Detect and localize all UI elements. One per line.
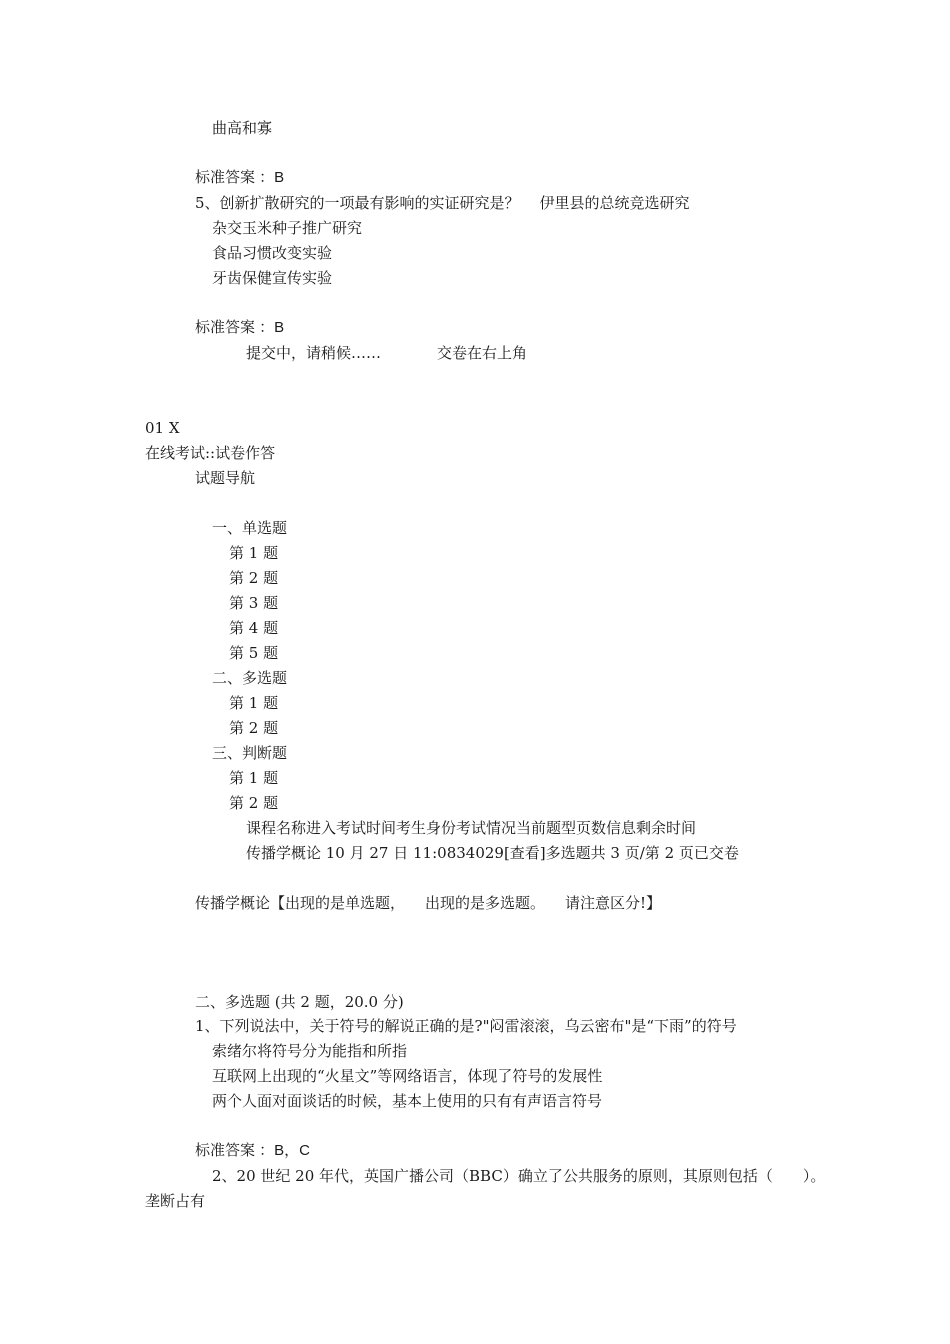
mq2-question: 2、20 世纪 20 年代，英国广播公司（BBC）确立了公共服务的原则，其原则包括（ ）。 [212, 1167, 826, 1185]
page-title: 在线考试::试卷作答 [145, 444, 276, 462]
mq2-option-1[interactable]: 垄断占有 [145, 1192, 206, 1210]
q4-answer: 标准答案 ：B [195, 169, 285, 186]
submitting-status [246, 343, 527, 363]
q5-question [195, 193, 690, 213]
nav-single-q3[interactable]: 第 3 题 [229, 594, 279, 612]
nav-multi-q1[interactable]: 第 1 题 [229, 694, 279, 712]
nav-judge-q2[interactable]: 第 2 题 [229, 794, 279, 812]
nav-single-q5[interactable]: 第 5 题 [229, 644, 279, 662]
q5-option-3[interactable]: 食品习惯改变实验 [212, 244, 333, 262]
nav-multi-q2[interactable]: 第 2 题 [229, 719, 279, 737]
nav-section-multi[interactable]: 二、多选题 [212, 669, 288, 687]
notice-course: 传播学概论 [195, 894, 271, 912]
info-values: 传播学概论 10 月 27 日 11:0834029[查看]多选题共 3 页/第 2 页已交卷 [246, 844, 739, 862]
nav-title: 试题导航 [195, 469, 256, 487]
nav-single-q1[interactable]: 第 1 题 [229, 544, 279, 562]
q5-question-text: 5、创新扩散研究的一项最有影响的实证研究是？ [195, 194, 520, 212]
submitting-text: 提交中，请稍候…… [246, 344, 382, 362]
nav-judge-q1[interactable]: 第 1 题 [229, 769, 279, 787]
mq1-option-3[interactable]: 两个人面对面谈话的时候，基本上使用的只有有声语言符号 [212, 1092, 603, 1110]
nav-section-single[interactable]: 一、单选题 [212, 519, 288, 537]
q5-option-4[interactable]: 牙齿保健宣传实验 [212, 269, 333, 287]
q5-option-1[interactable]: 伊里县的总统竞选研究 [539, 194, 690, 212]
multi-section-heading: 二、多选题 (共 2 题，20.0 分) [195, 993, 404, 1011]
nav-single-q4[interactable]: 第 4 题 [229, 619, 279, 637]
notice-text-1: 【出现的是单选题， [270, 894, 406, 912]
mq1-answer: 标准答案 ：B，C [195, 1142, 311, 1159]
mq1-option-1[interactable]: 索绪尔将符号分为能指和所指 [212, 1042, 408, 1060]
info-headers: 课程名称进入考试时间考生身份考试情况当前题型页数信息剩余时间 [246, 819, 697, 837]
mq1-option-2[interactable]: 互联网上出现的“火星文”等网络语言，体现了符号的发展性 [212, 1067, 603, 1085]
q5-option-2[interactable]: 杂交玉米种子推广研究 [212, 219, 363, 237]
q5-answer: 标准答案 ：B [195, 319, 285, 336]
submit-hint: 交卷在右上角 [437, 344, 528, 362]
page-code: 01 X [145, 419, 180, 437]
notice-text-3: 请注意区分!】 [565, 894, 662, 912]
nav-single-q2[interactable]: 第 2 题 [229, 569, 279, 587]
notice-text-2: 出现的是多选题。 [425, 894, 546, 912]
nav-section-judge[interactable]: 三、判断题 [212, 744, 288, 762]
notice-line [195, 893, 661, 913]
mq1-question: 1、下列说法中，关于符号的解说正确的是?"闷雷滚滚，乌云密布"是“下雨”的符号 [195, 1017, 737, 1035]
q4-option-tail: 曲高和寡 [212, 119, 273, 137]
